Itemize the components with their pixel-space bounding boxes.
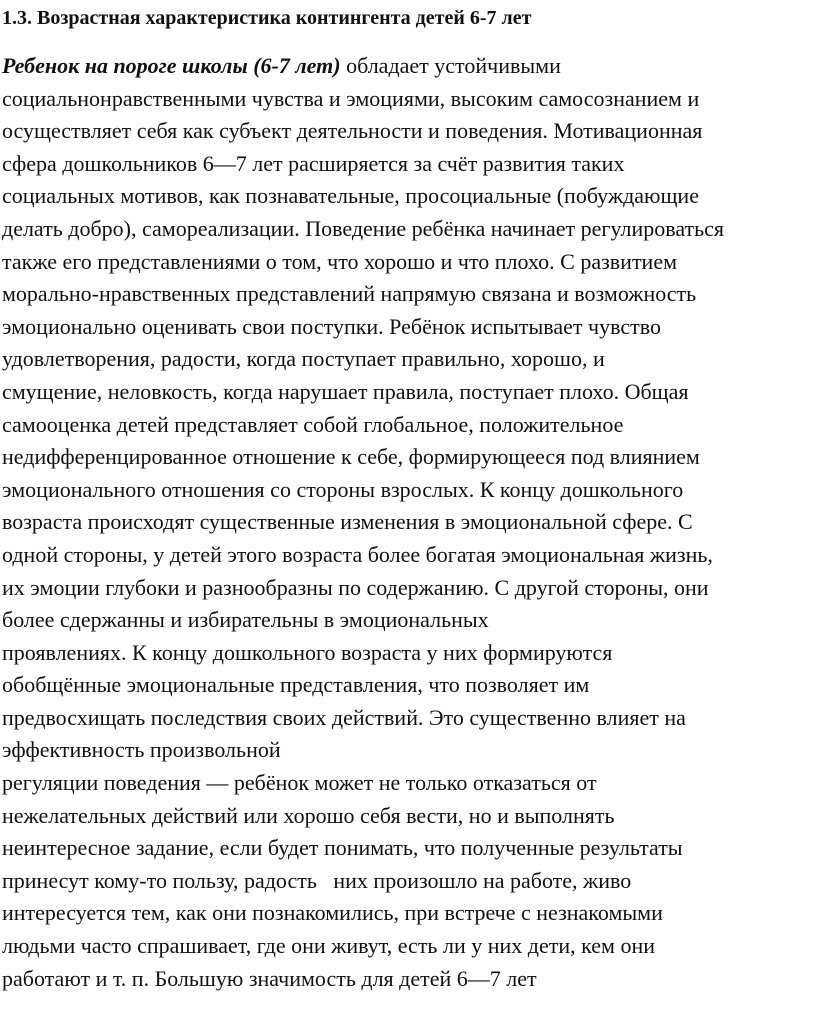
paragraph-line: социальных мотивов, как познавательные, просоциальные (побуждающие <box>2 183 699 209</box>
paragraph-line: обобщённые эмоциональные представления, что позволяет им <box>2 672 590 698</box>
paragraph-line: интересуется тем, как они познакомились, при встрече с незнакомыми <box>2 900 663 926</box>
paragraph-line: людьми часто спрашивает, где они живут, есть ли у них дети, кем они <box>2 933 655 959</box>
paragraph-line: сфера дошкольников 6—7 лет расширяется за счёт развития таких <box>2 150 625 176</box>
paragraph-line: принесут кому-то пользу, радость них произошло на работе, живо <box>2 867 632 893</box>
paragraph-line: эмоционального отношения со стороны взрослых. К концу дошкольного <box>2 476 684 502</box>
paragraph-line: неинтересное задание, если будет понимать, что полученные результаты <box>2 835 683 861</box>
paragraph-line: проявлениях. К концу дошкольного возраста у них формируются <box>2 639 613 665</box>
paragraph-line: удовлетворения, радости, когда поступает правильно, хорошо, и <box>2 346 605 372</box>
paragraph-line <box>2 50 814 83</box>
lead-phrase: Ребенок на пороге школы (6-7 лет) <box>2 53 341 78</box>
paragraph-line: самооценка детей представляет собой глобальное, положительное <box>2 411 624 437</box>
paragraph-line: эффективность произвольной <box>2 737 281 763</box>
paragraph-line: нежелательных действий или хорошо себя вести, но и выполнять <box>2 802 615 828</box>
paragraph-line: осуществляет себя как субъект деятельности и поведения. Мотивационная <box>2 118 703 144</box>
paragraph-line: эмоционально оценивать свои поступки. Ребёнок испытывает чувство <box>2 313 661 339</box>
paragraph-line: их эмоции глубоки и разнообразны по содержанию. С другой стороны, они <box>2 574 709 600</box>
body-paragraph <box>2 50 814 995</box>
paragraph-line: смущение, неловкость, когда нарушает правила, поступает плохо. Общая <box>2 378 689 404</box>
paragraph-line: возраста происходят существенные изменения в эмоциональной сфере. С <box>2 509 693 535</box>
paragraph-line: делать добро), самореализации. Поведение ребёнка начинает регулироваться <box>2 215 725 241</box>
paragraph-line: более сдержанны и избирательны в эмоциональных <box>2 607 489 633</box>
paragraph-line: социальнонравственными чувства и эмоциями, высоким самосознанием и <box>2 85 700 111</box>
section-heading: 1.3. Возрастная характеристика контингента детей 6-7 лет <box>2 7 532 29</box>
paragraph-line: одной стороны, у детей этого возраста более богатая эмоциональная жизнь, <box>2 541 713 567</box>
paragraph-line: регуляции поведения — ребёнок может не только отказаться от <box>2 770 597 796</box>
paragraph-line: предвосхищать последствия своих действий. Это существенно влияет на <box>2 704 686 730</box>
paragraph-line: недифференцированное отношение к себе, формирующееся под влиянием <box>2 444 700 470</box>
line-text: обладает устойчивыми <box>340 53 561 78</box>
paragraph-line: также его представлениями о том, что хорошо и что плохо. С развитием <box>2 248 678 274</box>
paragraph-line: морально-нравственных представлений напрямую связана и возможность <box>2 281 697 307</box>
paragraph-line: работают и т. п. Большую значимость для детей 6—7 лет <box>2 965 537 991</box>
